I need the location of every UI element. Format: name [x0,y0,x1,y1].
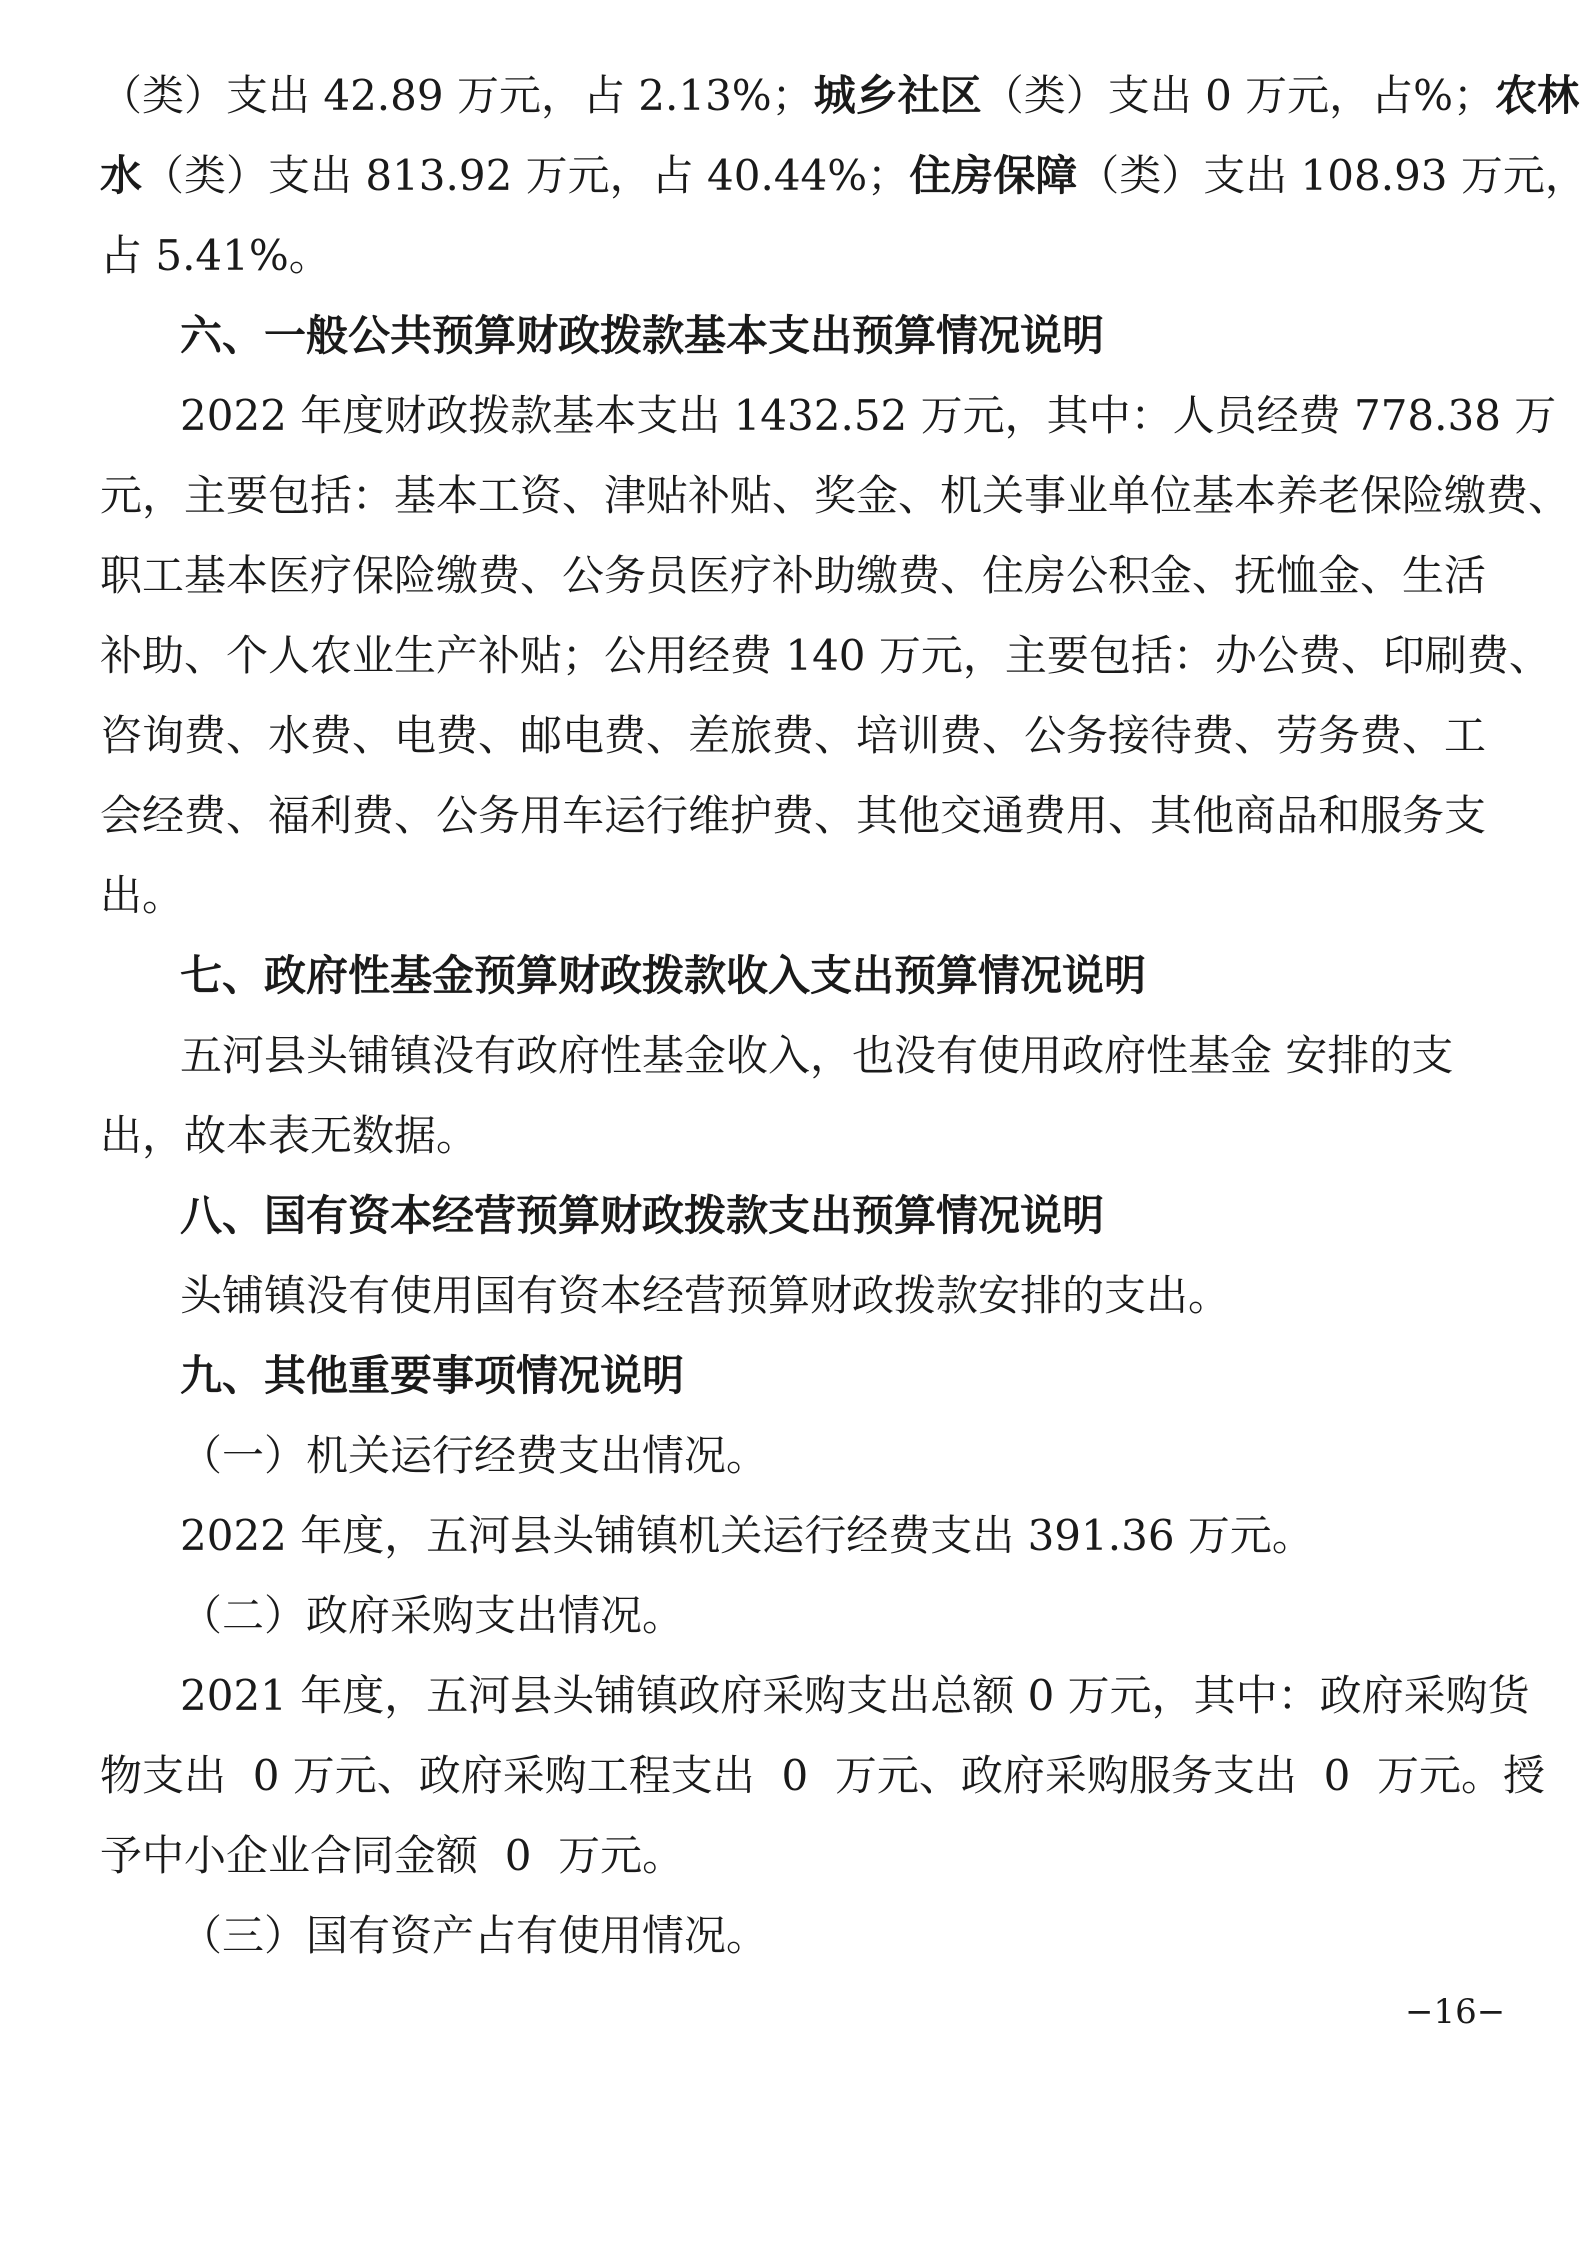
section-heading: 七、政府性基金预算财政拨款收入支出预算情况说明 [180,951,1147,1000]
section-heading: 六、一般公共预算财政拨款基本支出预算情况说明 [180,311,1105,360]
paragraph-line: 2021 年度，五河县头铺镇政府采购支出总额 0 万元，其中：政府采购货 [180,1671,1530,1720]
paragraph-line: 予中小企业合同金额 0 万元。 [100,1831,685,1880]
paragraph-line [100,148,1587,204]
text-segment: （类）支出 42.89 万元，占 2.13%； [100,71,814,120]
paragraph-line: 2022 年度，五河县头铺镇机关运行经费支出 391.36 万元。 [180,1511,1314,1560]
paragraph-line [100,68,1579,124]
category-name: 城乡社区 [813,71,982,120]
paragraph-line [100,228,331,284]
paragraph-line: 补助、个人农业生产补贴；公用经费 140 万元，主要包括：办公费、印刷费、 [100,631,1551,680]
subsection-heading: （三）国有资产占有使用情况。 [180,1911,769,1960]
subsection-heading: （一）机关运行经费支出情况。 [180,1431,769,1480]
paragraph-line: 五河县头铺镇没有政府性基金收入，也没有使用政府性基金 安排的支 [180,1031,1454,1080]
subsection-heading: （二）政府采购支出情况。 [180,1591,685,1640]
paragraph-line: 出，故本表无数据。 [100,1111,479,1160]
page-number: −16− [1405,1992,1506,2032]
category-name: 住房保障 [909,151,1078,200]
paragraph-line: 物支出 0 万元、政府采购工程支出 0 万元、政府采购服务支出 0 万元。授 [100,1751,1546,1800]
category-name: 农林 [1495,71,1580,120]
category-name: 水 [100,151,143,200]
paragraph-line: 2022 年度财政拨款基本支出 1432.52 万元，其中：人员经费 778.38 万 [180,391,1557,440]
text-segment: （类）支出 108.93 万元， [1077,151,1587,200]
text-segment: 占 5.41%。 [100,231,331,280]
paragraph-line: 头铺镇没有使用国有资本经营预算财政拨款安排的支出。 [180,1271,1231,1320]
text-segment: （类）支出 813.92 万元，占 40.44%； [142,151,910,200]
section-heading: 八、国有资本经营预算财政拨款支出预算情况说明 [180,1191,1105,1240]
paragraph-line: 出。 [100,871,185,920]
text-segment: （类）支出 0 万元，占%； [981,71,1496,120]
paragraph-line: 会经费、福利费、公务用车运行维护费、其他交通费用、其他商品和服务支 [100,791,1487,840]
section-heading: 九、其他重要事项情况说明 [180,1351,685,1400]
paragraph-line: 咨询费、水费、电费、邮电费、差旅费、培训费、公务接待费、劳务费、工 [100,711,1487,760]
paragraph-line: 职工基本医疗保险缴费、公务员医疗补助缴费、住房公积金、抚恤金、生活 [100,551,1487,600]
paragraph-line: 元，主要包括：基本工资、津贴补贴、奖金、机关事业单位基本养老保险缴费、 [100,471,1571,520]
